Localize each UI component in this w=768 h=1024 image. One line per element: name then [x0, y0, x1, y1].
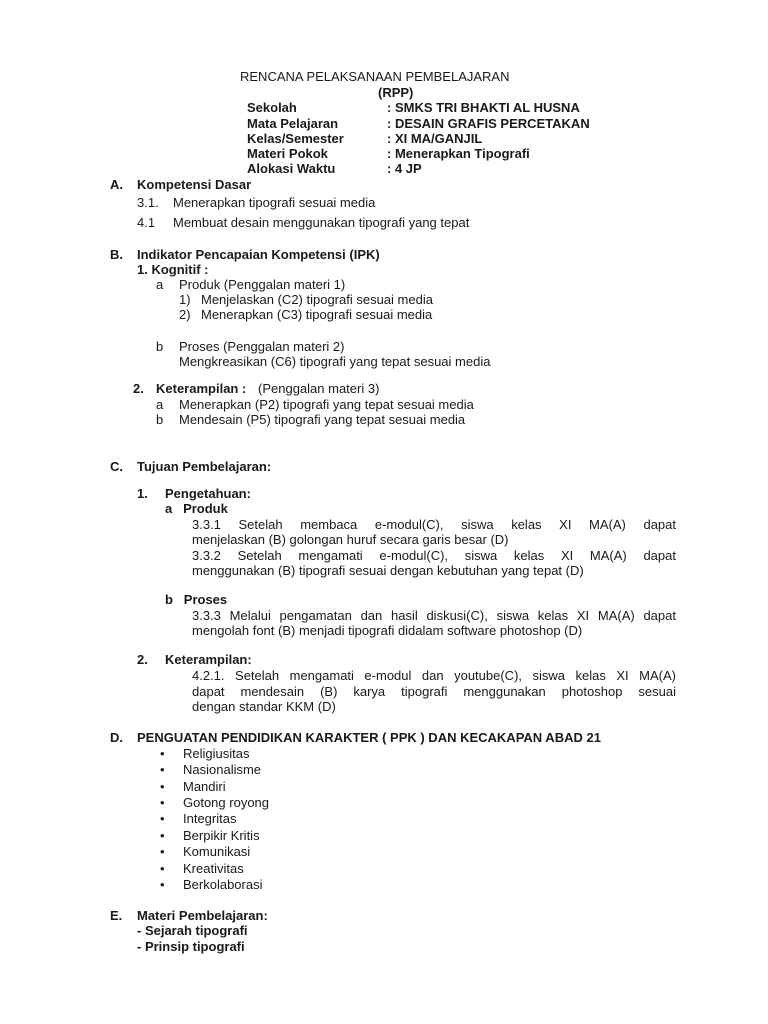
- section-b-heading: Indikator Pencapaian Kompetensi (IPK): [137, 247, 380, 262]
- pengetahuan-heading: Pengetahuan:: [165, 486, 251, 501]
- list-marker: a: [156, 277, 164, 292]
- kd-text: Membuat desain menggunakan tipografi yang tepat: [173, 215, 470, 230]
- objective-line: 4.2.1. Setelah mengamati e-modul dan youtube(C), siswa kelas XI MA(A): [192, 668, 676, 683]
- materi-item: - Sejarah tipografi: [137, 923, 248, 938]
- section-a-heading: Kompetensi Dasar: [137, 177, 252, 192]
- produk-label: Produk (Penggalan materi 1): [179, 277, 346, 292]
- objective-line: 3.3.1 Setelah membaca e-modul(C), siswa kelas XI MA(A) dapat: [192, 517, 676, 532]
- section-d-letter: D.: [110, 730, 123, 745]
- objective-line: menggunakan (B) tipografi sesuai dengan kebutuhan yang tepat (D): [192, 563, 584, 578]
- list-marker: 1): [179, 292, 191, 307]
- character-item: Komunikasi: [183, 844, 251, 859]
- bullet-icon: •: [160, 746, 165, 761]
- identity-value-sekolah: : SMKS TRI BHAKTI AL HUSNA: [387, 100, 580, 115]
- objective-line: mengolah font (B) menjadi tipografi didalam software photoshop (D): [192, 623, 583, 638]
- character-item: Kreativitas: [183, 861, 244, 876]
- bullet-icon: •: [160, 762, 165, 777]
- proses-label: Proses (Penggalan materi 2): [179, 339, 345, 354]
- character-item: Mandiri: [183, 779, 226, 794]
- list-marker: a: [156, 397, 164, 412]
- keterampilan-number: 2.: [133, 381, 144, 396]
- bullet-icon: •: [160, 877, 165, 892]
- list-marker: b: [156, 412, 164, 427]
- objective-line: dengan standar KKM (D): [192, 699, 336, 714]
- character-item: Gotong royong: [183, 795, 270, 810]
- bullet-icon: •: [160, 811, 165, 826]
- kd-text: Menerapkan tipografi sesuai media: [173, 195, 376, 210]
- indicator-text: Mendesain (P5) tipografi yang tepat sesuai media: [179, 412, 466, 427]
- character-item: Berpikir Kritis: [183, 828, 260, 843]
- pengetahuan-number: 1.: [137, 486, 148, 501]
- character-item: Integritas: [183, 811, 237, 826]
- objective-line: 3.3.2 Setelah mengamati e-modul(C), siswa kelas XI MA(A) dapat: [192, 548, 676, 563]
- kognitif-heading: 1. Kognitif :: [137, 262, 209, 277]
- produk-heading: a Produk: [165, 501, 228, 516]
- identity-label-kelas: Kelas/Semester: [247, 131, 344, 146]
- section-e-heading: Materi Pembelajaran:: [137, 908, 268, 923]
- materi-item: - Prinsip tipografi: [137, 939, 245, 954]
- bullet-icon: •: [160, 844, 165, 859]
- character-item: Nasionalisme: [183, 762, 262, 777]
- keterampilan-note: (Penggalan materi 3): [258, 381, 380, 396]
- doc-subtitle: (RPP): [378, 85, 414, 100]
- bullet-icon: •: [160, 779, 165, 794]
- bullet-icon: •: [160, 828, 165, 843]
- objective-line: dapat mendesain (B) karya tipografi menggunakan photoshop sesuai: [192, 684, 676, 699]
- character-item: Religiusitas: [183, 746, 250, 761]
- indicator-text: Menerapkan (C3) tipografi sesuai media: [201, 307, 433, 322]
- identity-value-materi: : Menerapkan Tipografi: [387, 146, 530, 161]
- bullet-icon: •: [160, 861, 165, 876]
- identity-label-mapel: Mata Pelajaran: [247, 116, 339, 131]
- keterampilan-number: 2.: [137, 652, 148, 667]
- proses-heading: b Proses: [165, 592, 228, 607]
- identity-value-alokasi: : 4 JP: [387, 161, 422, 176]
- objective-line: menjelaskan (B) golongan huruf secara garis besar (D): [192, 532, 509, 547]
- indicator-text: Mengkreasikan (C6) tipografi yang tepat sesuai media: [179, 354, 491, 369]
- section-a-letter: A.: [110, 177, 123, 192]
- indicator-text: Menerapkan (P2) tipografi yang tepat sesuai media: [179, 397, 474, 412]
- doc-title: RENCANA PELAKSANAAN PEMBELAJARAN: [240, 69, 510, 84]
- kd-number: 3.1.: [137, 195, 159, 210]
- identity-value-mapel: : DESAIN GRAFIS PERCETAKAN: [387, 116, 590, 131]
- section-c-letter: C.: [110, 459, 123, 474]
- bullet-icon: •: [160, 795, 165, 810]
- list-marker: b: [156, 339, 164, 354]
- indicator-text: Menjelaskan (C2) tipografi sesuai media: [201, 292, 433, 307]
- section-d-heading: PENGUATAN PENDIDIKAN KARAKTER ( PPK ) DAN KECAKAPAN ABAD 21: [137, 730, 601, 745]
- identity-label-materi: Materi Pokok: [247, 146, 328, 161]
- objective-line: 3.3.3 Melalui pengamatan dan hasil diskusi(C), siswa kelas XI MA(A) dapat: [192, 608, 676, 623]
- kd-number: 4.1: [137, 215, 156, 230]
- section-e-letter: E.: [110, 908, 123, 923]
- identity-label-alokasi: Alokasi Waktu: [247, 161, 336, 176]
- section-b-letter: B.: [110, 247, 123, 262]
- keterampilan-heading: Keterampilan:: [165, 652, 252, 667]
- list-marker: 2): [179, 307, 191, 322]
- section-c-heading: Tujuan Pembelajaran:: [137, 459, 272, 474]
- identity-value-kelas: : XI MA/GANJIL: [387, 131, 483, 146]
- identity-label-sekolah: Sekolah: [247, 100, 297, 115]
- character-item: Berkolaborasi: [183, 877, 263, 892]
- keterampilan-heading: Keterampilan :: [156, 381, 247, 396]
